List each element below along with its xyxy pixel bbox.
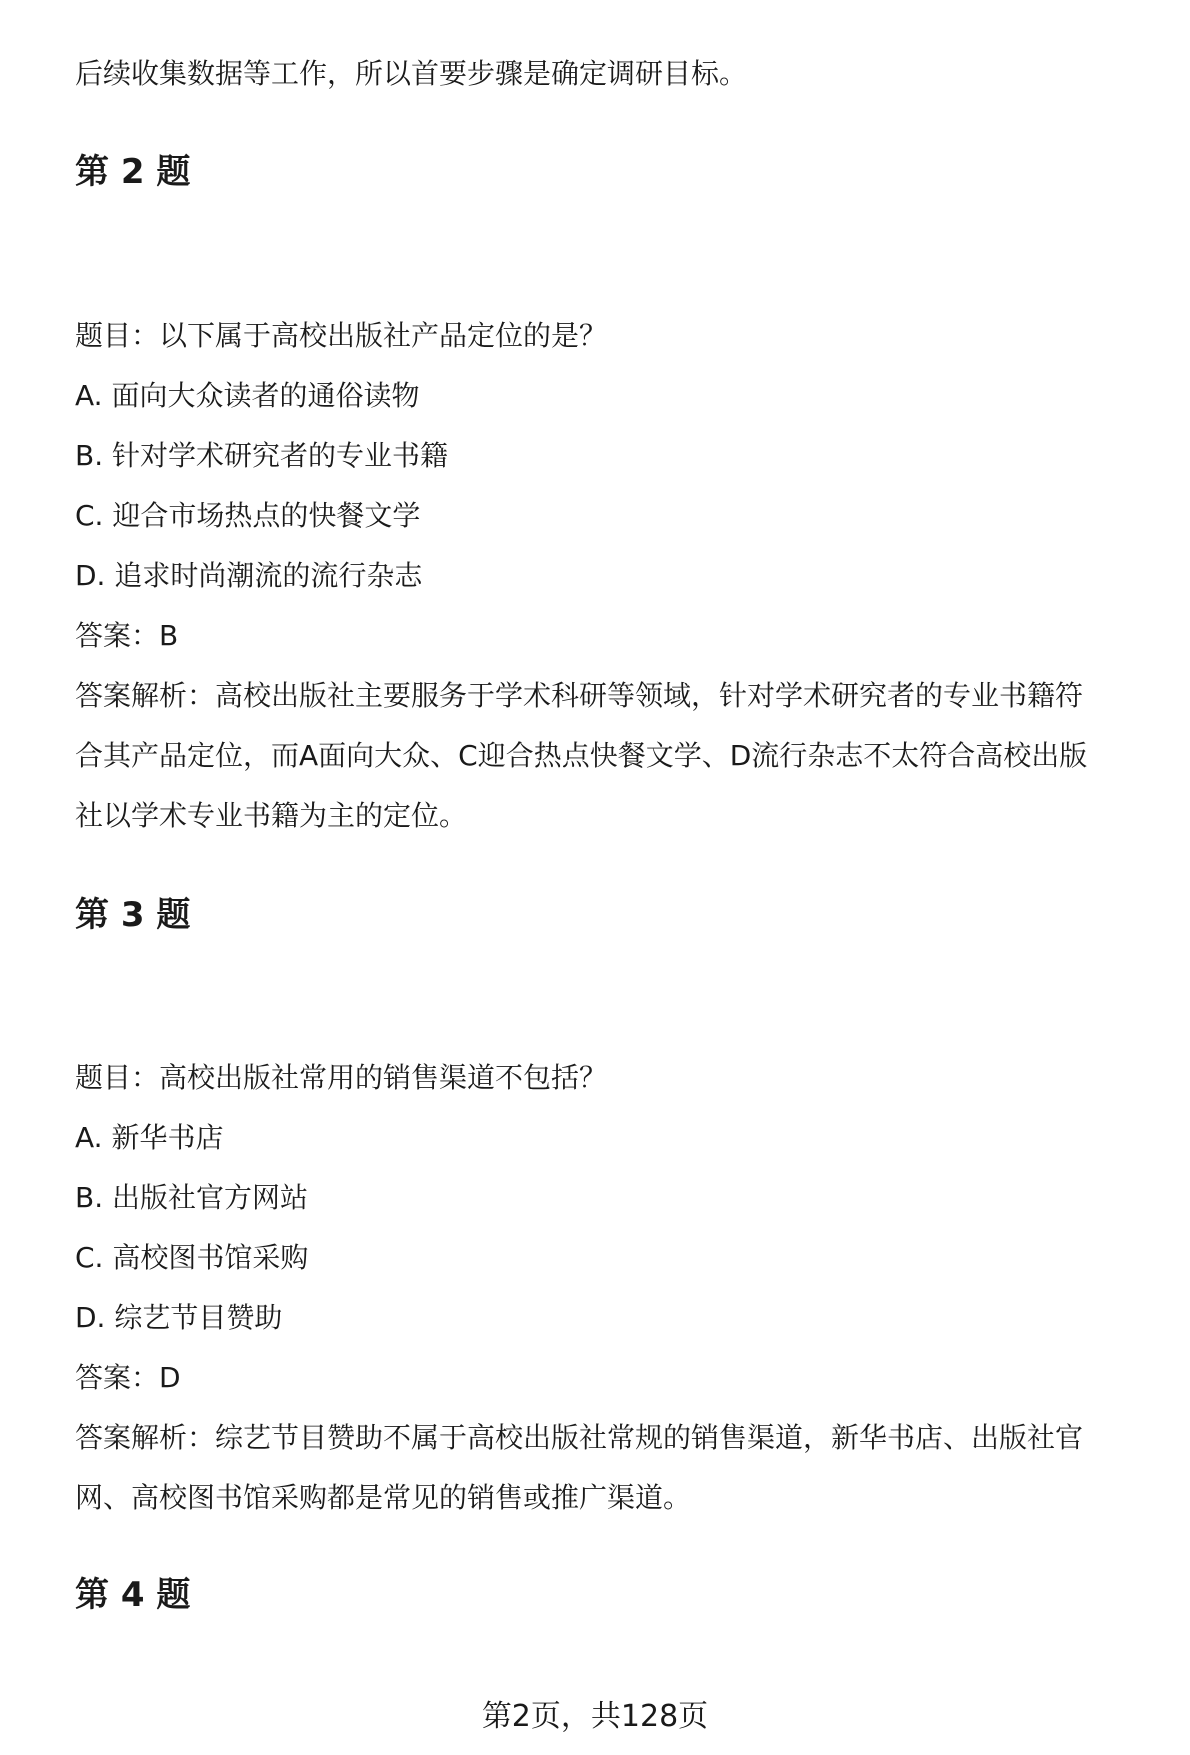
question-3-text: 题目：高校出版社常用的销售渠道不包括？ bbox=[75, 1061, 608, 1094]
question-3-option-a: A. 新华书店 bbox=[75, 1121, 224, 1154]
question-2-answer: 答案：B bbox=[75, 619, 179, 652]
question-3-explanation-line-1: 答案解析：综艺节目赞助不属于高校出版社常规的销售渠道，新华书店、出版社官 bbox=[75, 1421, 1084, 1454]
question-3-explanation-line-2: 网、高校图书馆采购都是常见的销售或推广渠道。 bbox=[75, 1481, 692, 1514]
question-3-answer: 答案：D bbox=[75, 1361, 181, 1394]
question-2-option-a: A. 面向大众读者的通俗读物 bbox=[75, 379, 420, 412]
question-2-option-b: B. 针对学术研究者的专业书籍 bbox=[75, 439, 449, 472]
question-2-explanation-line-3: 社以学术专业书籍为主的定位。 bbox=[75, 799, 468, 832]
question-2-explanation-line-1: 答案解析：高校出版社主要服务于学术科研等领域，针对学术研究者的专业书籍符 bbox=[75, 679, 1084, 712]
question-3-option-c: C. 高校图书馆采购 bbox=[75, 1241, 309, 1274]
page-number-footer: 第2页，共128页 bbox=[481, 1699, 709, 1734]
question-2-heading: 第 2 题 bbox=[75, 152, 191, 192]
question-3-heading: 第 3 题 bbox=[75, 895, 191, 935]
question-2-option-d: D. 追求时尚潮流的流行杂志 bbox=[75, 559, 423, 592]
question-2-explanation-line-2: 合其产品定位，而A面向大众、C迎合热点快餐文学、D流行杂志不太符合高校出版 bbox=[75, 739, 1088, 772]
question-3-option-b: B. 出版社官方网站 bbox=[75, 1181, 309, 1214]
question-2-text: 题目：以下属于高校出版社产品定位的是？ bbox=[75, 319, 608, 352]
intro-tail-text: 后续收集数据等工作，所以首要步骤是确定调研目标。 bbox=[75, 57, 748, 90]
question-4-heading: 第 4 题 bbox=[75, 1575, 191, 1615]
question-2-option-c: C. 迎合市场热点的快餐文学 bbox=[75, 499, 421, 532]
question-3-option-d: D. 综艺节目赞助 bbox=[75, 1301, 283, 1334]
